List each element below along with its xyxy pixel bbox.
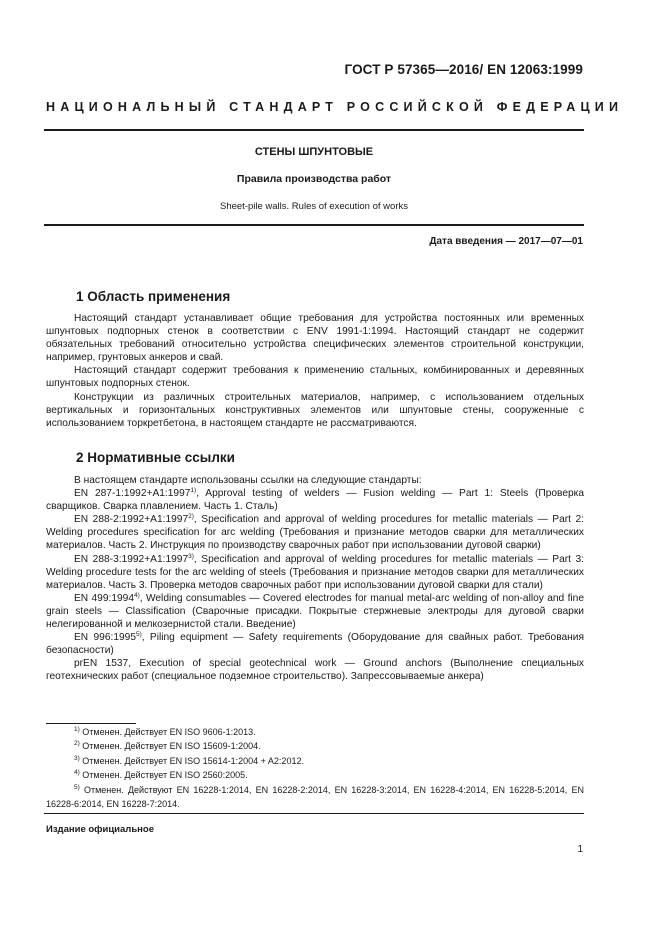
reference-text: , Approval testing of welders — Fusion welding — Part 1: Steels (Проверка сварщиков. Сварка плавлением. Часть 1. Сталь) [46,488,585,513]
footnote-item [46,739,584,753]
footnote-text: Отменен. Действуют EN 16228-1:2014, EN 16228-2:2014, EN 16228-3:2014, EN 16228-4:2014, EN 16228-5:2014, EN 16228-6:2014, EN 16228-7:2014. [46,784,584,810]
footnotes [46,725,584,811]
official-edition-label: Издание официальное [46,824,154,835]
reference-item [46,657,584,683]
reference-item [46,631,584,657]
footnote-marker: 4) [134,591,140,599]
title-rule [44,224,584,226]
footnote-marker: 2) [188,513,194,521]
reference-item [46,513,584,552]
footnote-marker: 1) [190,487,197,495]
footnote-mark: 3) [74,754,80,762]
footnote-text: Отменен. Действует EN ISO 9606-1:2013. [79,727,256,737]
section-1-heading: 1 Область применения [76,289,231,304]
national-standard-banner: НАЦИОНАЛЬНЫЙ СТАНДАРТ РОССИЙСКОЙ ФЕДЕРАЦИИ [46,100,624,114]
footnote-item [46,768,584,782]
reference-code: EN 288-2:1992+A1:1997 [74,514,189,526]
section-1-body [46,312,584,430]
document-title: СТЕНЫ ШПУНТОВЫЕ [254,146,374,158]
footnote-mark: 4) [74,769,80,777]
section-1-paragraph: Настоящий стандарт устанавливает общие требования для устройства постоянных или временных шпунтовых подпорных стенок в соответствии с ENV 1991-1:1994. Настоящий стандарт не содержит обязательных требований относительно устройства специфических элементов строительной конструкции, например, грунтовых анкеров и свай. [46,313,584,364]
section-2-body [46,474,584,684]
top-rule [44,129,584,131]
section-2-heading: 2 Нормативные ссылки [76,450,235,465]
footer-rule [44,813,584,814]
document-title-english: Sheet-pile walls. Rules of execution of works [220,201,408,212]
footnote-item [46,783,584,812]
reference-text: , Piling equipment — Safety requirements (Оборудование для свайных работ. Требования безопасности) [46,632,584,657]
reference-text: , Execution of special geotechnical work — Ground anchors (Выполнение специальных геотехнических работ (специальное подземное строительство). Запрессовываемые анкера) [46,658,584,683]
reference-code: EN 996:1995 [74,632,136,644]
footnote-item [46,725,584,739]
reference-code: prEN 1537 [74,658,129,670]
reference-text: , Specification and approval of welding procedures for metallic materials — Part 2: Welding procedures specification for arc welding (Требования и признание методов сварки для металлических материалов. Часть 2. Инструкция по производству сварочных работ при использовании дуговой сварки) [46,514,585,552]
page-number: 1 [577,844,583,855]
reference-item [46,487,584,513]
footnote-text: Отменен. Действует EN ISO 15614-1:2004 + A2:2012. [79,755,304,766]
footnote-mark: 5) [74,783,80,791]
footnote-text: Отменен. Действует EN ISO 15609-1:2004. [79,741,261,752]
reference-item [46,553,584,592]
footnote-rule [46,723,136,724]
reference-text: , Welding consumables — Covered electrodes for manual metal-arc welding of non-alloy and fine grain steels — Classification (Сварочные присадки. Покрытые стержневые электроды для дуговой сварки нелегированной и мелкозернистой стали. Введение) [46,592,584,631]
footnote-mark: 2) [74,740,80,748]
footnote-mark: 1) [74,726,80,733]
section-1-paragraph: Конструкции из различных строительных материалов, например, с использованием отдельных вертикальных и горизонтальных конструктивных элементов или шпунтовые стены, сооруженные с использованием торкретбетона, в настоящем стандарте не рассматриваются. [46,391,584,429]
footnote-item [46,754,584,768]
section-1-paragraph: Настоящий стандарт содержит требования к применению стальных, комбинированных и деревянных шпунтовых подпорных стенок. [46,365,584,390]
footnote-marker: 3) [188,552,194,560]
section-2-intro: В настоящем стандарте использованы ссылки на следующие стандарты: [74,475,422,486]
document-code: ГОСТ Р 57365—2016/ EN 12063:1999 [344,62,583,77]
reference-item [46,592,584,631]
reference-code: EN 288-3:1992+A1:1997 [74,553,189,565]
document-subtitle: Правила производства работ [236,173,392,185]
footnote-text: Отменен. Действует EN ISO 2560:2005. [79,770,248,781]
reference-code: EN 499:1994 [74,592,134,604]
reference-text: , Specification and approval of welding procedures for metallic materials — Part 3: Welding procedure tests for the arc welding of steels (Требования и признание методов сварки для металлических материалов. Часть 3. Проверка методов сварочных работ при использовании дуговой сварки для стали) [46,553,585,591]
reference-code: EN 287-1:1992+A1:1997 [74,488,191,500]
introduction-date: Дата введения — 2017—07—01 [429,236,583,247]
footnote-marker: 5) [135,631,142,639]
